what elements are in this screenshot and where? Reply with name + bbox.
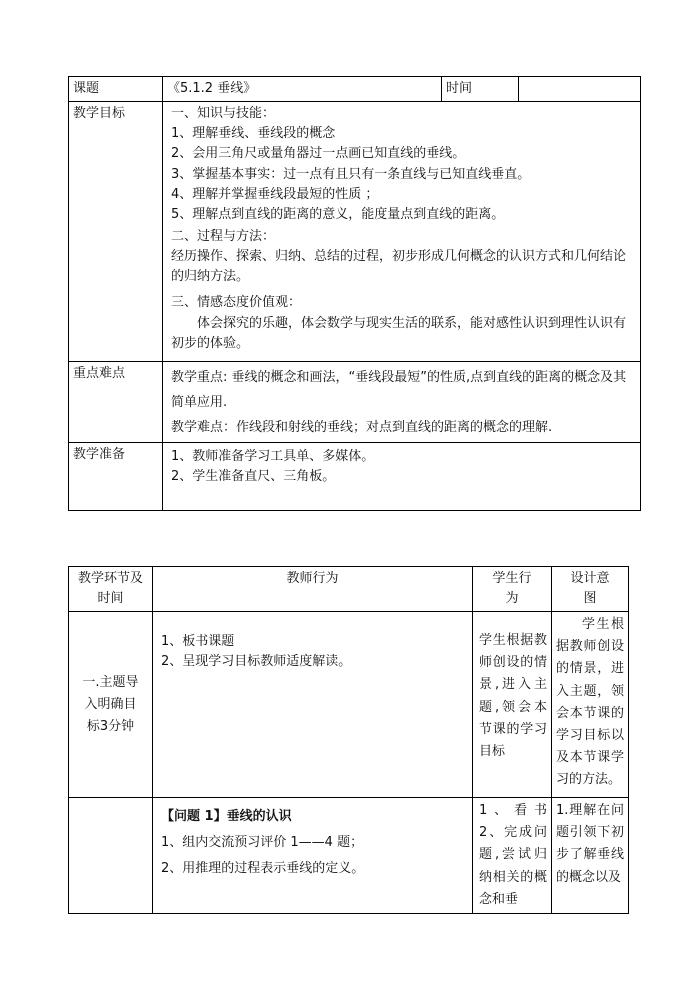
keypoints-content xyxy=(163,362,641,443)
teacher-header: 教师行为 xyxy=(153,567,473,612)
student-2: 1、看书 2、完成问题,尝试归纳相关的概念和垂 xyxy=(473,798,552,913)
keypoints-line: 教学难点：作线段和射线的垂线；对点到直线的距离的概念的理解. xyxy=(171,419,553,435)
goals-line: 5、理解点到直线的距离的意义，能度量点到直线的距离。 xyxy=(171,206,505,222)
student-header: 学生行为 xyxy=(473,567,552,612)
goals-line: 3、掌握基本事实：过一点有且只有一条直线与已知直线垂直。 xyxy=(171,166,531,182)
teacher-2-line: 1、组内交流预习评价 1——4 题； xyxy=(161,835,364,851)
design-2: 1.理解在问题引领下初步了解垂线的概念以及 xyxy=(552,798,629,913)
goals-line: 一、知识与技能： xyxy=(171,106,276,122)
phase-2 xyxy=(69,798,153,913)
keypoints-line: 教学重点: 垂线的概念和画法，“垂线段最短”的性质,点到直线的距离的概念及其简单应用. xyxy=(171,370,627,410)
prep-content xyxy=(163,443,641,511)
prep-label: 教学准备 xyxy=(69,443,163,511)
teacher-1-line: 2、呈现学习目标教师适度解读。 xyxy=(161,654,352,670)
prep-line: 1、教师准备学习工具单、多媒体。 xyxy=(171,449,375,465)
prep-line: 2、学生准备直尺、三角板。 xyxy=(171,469,336,485)
topic-label: 课题 xyxy=(69,77,163,102)
goals-label: 教学目标 xyxy=(69,102,163,362)
keypoints-label: 重点难点 xyxy=(69,362,163,443)
time-label: 时间 xyxy=(442,77,519,102)
goals-line: 二、过程与方法： xyxy=(171,228,276,244)
student-1: 学生根据教师创设的情景,进入主题,领会本节课的学习目标 xyxy=(473,612,552,798)
phase-1: 一.主题导入明确目标3分钟 xyxy=(69,612,153,798)
goals-line: 三、情感态度价值观： xyxy=(171,295,302,311)
teacher-1 xyxy=(153,612,473,798)
goals-line: 经历操作、探索、归纳、总结的过程，初步形成几何概念的认识方式和几何结论的归纳方法。 xyxy=(171,249,627,285)
topic-title: 《5.1.2 垂线》 xyxy=(163,77,442,102)
goals-line: 1、理解垂线、垂线段的概念 xyxy=(171,126,336,142)
lesson-info-table xyxy=(68,76,641,511)
design-1: 学生根据教师创设的情景，进入主题，领会本节课的学习目标以及本节课学习的方法。 xyxy=(552,612,629,798)
time-value xyxy=(519,77,641,102)
goals-content xyxy=(163,102,641,362)
teacher-2-line: 2、用推理的过程表示垂线的定义。 xyxy=(161,861,365,877)
teacher-1-line: 1、板书课题 xyxy=(161,634,235,650)
teacher-2 xyxy=(153,798,473,913)
phase-header: 教学环节及时间 xyxy=(69,567,153,612)
design-header: 设计意图 xyxy=(552,567,629,612)
goals-line: 体会探究的乐趣，体会数学与现实生活的联系，能对感性认识到理性认识有初步的体验。 xyxy=(171,315,627,351)
teacher-2-title-text: 【问题 1】垂线的认识 xyxy=(161,809,292,825)
teaching-process-table xyxy=(68,566,629,914)
teacher-2-title xyxy=(161,804,468,830)
goals-line: 4、理解并掌握垂线段最短的性质 ； xyxy=(171,186,379,202)
goals-line: 2、会用三角尺或量角器过一点画已知直线的垂线。 xyxy=(171,146,466,162)
